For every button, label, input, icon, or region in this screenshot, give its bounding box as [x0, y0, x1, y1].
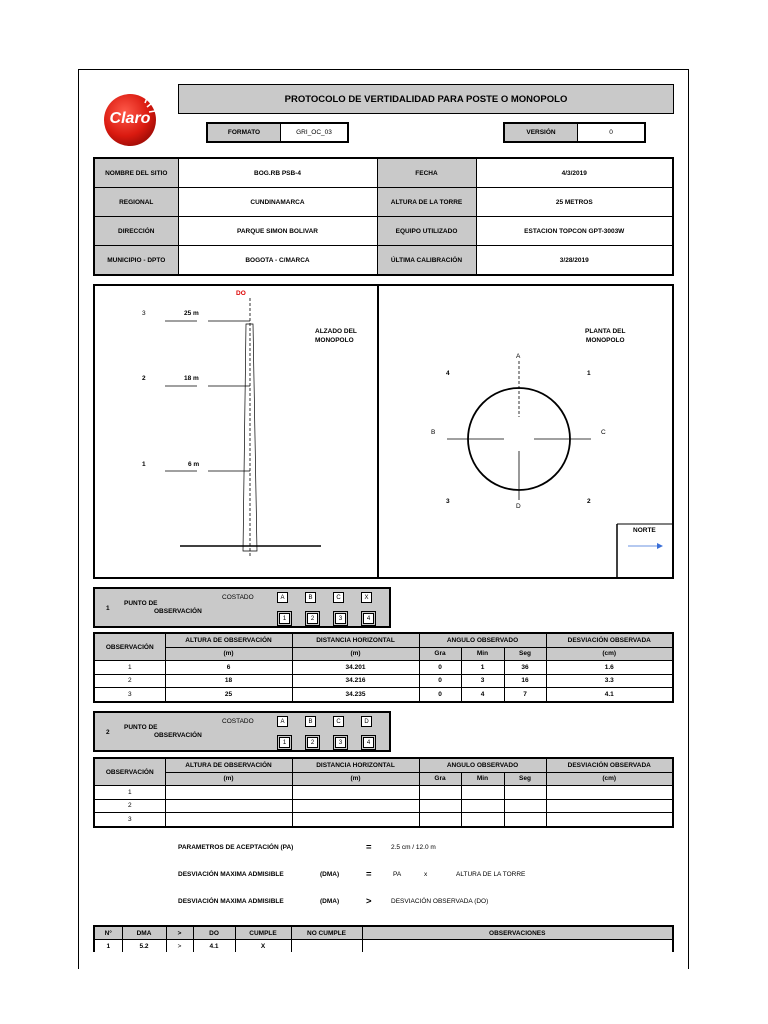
- cell: 34.201: [292, 661, 419, 675]
- face-checkboxes: [277, 716, 372, 727]
- do-label: DO: [236, 290, 246, 297]
- cell: 1: [94, 786, 165, 800]
- cell: 6: [165, 661, 292, 675]
- quadrant-label: 4: [446, 370, 450, 377]
- info-label: EQUIPO UTILIZADO: [377, 217, 476, 246]
- info-value: 4/3/2019: [476, 158, 673, 188]
- cell: [546, 813, 673, 827]
- face-checkbox[interactable]: X: [361, 592, 372, 603]
- cell: 0: [419, 688, 461, 702]
- level-height: 25 m: [184, 310, 199, 317]
- quadrant-checkbox[interactable]: 2: [307, 613, 318, 624]
- quadrant-checkbox-outer: [333, 611, 348, 626]
- cell: [461, 786, 504, 800]
- quadrant-checkbox-outer: [277, 611, 292, 626]
- obs-point-label: OBSERVACIÓN: [154, 608, 202, 615]
- cell: 1: [94, 661, 165, 675]
- info-label: DIRECCIÓN: [94, 217, 178, 246]
- col-seg: Seg: [504, 647, 546, 661]
- face-label-d: D: [516, 503, 521, 510]
- info-value: 3/28/2019: [476, 246, 673, 276]
- formato-label: FORMATO: [208, 124, 281, 141]
- dma-tower: ALTURA DE LA TORRE: [456, 871, 526, 878]
- dma2-abbr: (DMA): [320, 898, 340, 905]
- version-value: 0: [609, 129, 613, 136]
- col-unit: (m): [165, 772, 292, 786]
- info-row: [94, 217, 673, 246]
- version-label: VERSIÓN: [505, 124, 578, 141]
- pa-value: 2.5 cm / 12.0 m: [391, 844, 436, 851]
- obs-point-header: [93, 587, 391, 628]
- costado-label: COSTADO: [222, 718, 254, 725]
- col-angulo: ANGULO OBSERVADO: [419, 633, 546, 647]
- table-row: [94, 940, 673, 953]
- table-row: [94, 688, 673, 702]
- obs-point-number: 2: [106, 729, 110, 736]
- info-value: BOGOTA - C/MARCA: [178, 246, 377, 276]
- info-label: MUNICIPIO - DPTO: [94, 246, 178, 276]
- info-row: [94, 158, 673, 188]
- cell: [292, 799, 419, 813]
- obs-point-header: [93, 711, 391, 752]
- cell: [546, 799, 673, 813]
- observation-table: [93, 632, 674, 703]
- cell: [419, 786, 461, 800]
- col-observacion: OBSERVACIÓN: [94, 633, 165, 661]
- cell: 4.1: [193, 940, 235, 953]
- cell: [165, 813, 292, 827]
- dma2-gt: >: [366, 896, 372, 907]
- elevation-title-line: MONOPOLO: [315, 337, 354, 344]
- cell: [504, 813, 546, 827]
- info-value: BOG.RB PSB-4: [178, 158, 377, 188]
- dma-times: x: [424, 871, 428, 878]
- level-height: 6 m: [188, 461, 200, 468]
- cell: 36: [504, 661, 546, 675]
- costado-label: COSTADO: [222, 594, 254, 601]
- info-label: NOMBRE DEL SITIO: [94, 158, 178, 188]
- quadrant-label: 2: [587, 498, 591, 505]
- quadrant-checkbox-outer: [305, 735, 320, 750]
- col-distancia: DISTANCIA HORIZONTAL: [292, 758, 419, 772]
- quadrant-checkbox[interactable]: 1: [279, 737, 290, 748]
- col-do: DO: [193, 926, 235, 940]
- table-row: [94, 661, 673, 675]
- col-unit: (m): [292, 772, 419, 786]
- dma2-label: DESVIACIÓN MAXIMA ADMISIBLE: [178, 898, 284, 905]
- cell: 18: [165, 674, 292, 688]
- observation-table: [93, 757, 674, 828]
- table-row: [94, 786, 673, 800]
- level-number: 3: [142, 310, 146, 317]
- cell: 2: [94, 799, 165, 813]
- cell: 7: [504, 688, 546, 702]
- cell: [419, 799, 461, 813]
- col-unit: (cm): [546, 772, 673, 786]
- quadrant-label: 3: [446, 498, 450, 505]
- col-observacion: OBSERVACIÓN: [94, 758, 165, 786]
- diagram-area: [93, 284, 674, 579]
- face-checkbox[interactable]: A: [277, 716, 288, 727]
- col-min: Min: [461, 647, 504, 661]
- cell: [461, 799, 504, 813]
- quadrant-checkbox[interactable]: 3: [335, 613, 346, 624]
- info-label: FECHA: [377, 158, 476, 188]
- document-title: PROTOCOLO DE VERTIDALIDAD PARA POSTE O MONOPOLO: [178, 84, 674, 114]
- table-header-row: [94, 633, 673, 647]
- col-angulo: ANGULO OBSERVADO: [419, 758, 546, 772]
- face-checkbox[interactable]: C: [333, 716, 344, 727]
- cell: [292, 786, 419, 800]
- quadrant-checkbox-outer: [361, 735, 376, 750]
- formato-value: GRI_OC_03: [296, 129, 332, 136]
- cell: >: [166, 940, 193, 953]
- formato-box: [206, 122, 349, 143]
- cell: 3: [461, 674, 504, 688]
- quadrant-label: 1: [587, 370, 591, 377]
- face-checkbox[interactable]: A: [277, 592, 288, 603]
- table-row: [94, 813, 673, 827]
- level-number: 2: [142, 375, 146, 382]
- dma2-value: DESVIACIÓN OBSERVADA (DO): [391, 898, 489, 905]
- col-min: Min: [461, 772, 504, 786]
- plan-title-line: MONOPOLO: [585, 337, 625, 344]
- cell: 16: [504, 674, 546, 688]
- col-observaciones: OBSERVACIONES: [362, 926, 673, 940]
- cell: [419, 813, 461, 827]
- col-gra: Gra: [419, 772, 461, 786]
- col-unit: (m): [292, 647, 419, 661]
- col-seg: Seg: [504, 772, 546, 786]
- cell: 0: [419, 661, 461, 675]
- info-row: [94, 246, 673, 276]
- cell: [504, 799, 546, 813]
- site-info-table: [93, 157, 674, 276]
- cell: [291, 940, 362, 953]
- col-no-cumple: NO CUMPLE: [291, 926, 362, 940]
- table-header-row: [94, 772, 673, 786]
- cell: 4.1: [546, 688, 673, 702]
- obs-point-label: OBSERVACIÓN: [154, 732, 202, 739]
- table-header-row: [94, 647, 673, 661]
- cell: [546, 786, 673, 800]
- dma-pa: PA: [393, 871, 402, 878]
- quadrant-checkbox-outer: [305, 611, 320, 626]
- info-value: ESTACION TOPCON GPT-3003W: [476, 217, 673, 246]
- cell: 1: [94, 940, 122, 953]
- quadrant-checkboxes: [277, 611, 376, 626]
- info-label: REGIONAL: [94, 188, 178, 217]
- quadrant-checkbox[interactable]: 3: [335, 737, 346, 748]
- quadrant-checkbox[interactable]: 1: [279, 613, 290, 624]
- quadrant-checkbox-outer: [361, 611, 376, 626]
- face-checkbox[interactable]: B: [305, 592, 316, 603]
- level-height: 18 m: [184, 375, 199, 382]
- face-checkbox[interactable]: D: [361, 716, 372, 727]
- cell: 0: [419, 674, 461, 688]
- table-header-row: [94, 926, 673, 940]
- col-cumple: CUMPLE: [235, 926, 291, 940]
- pa-equals: =: [366, 842, 372, 853]
- claro-logo: [103, 93, 159, 147]
- quadrant-checkbox-outer: [333, 735, 348, 750]
- cell: 34.216: [292, 674, 419, 688]
- cell: [165, 786, 292, 800]
- face-checkbox[interactable]: B: [305, 716, 316, 727]
- info-value: CUNDINAMARCA: [178, 188, 377, 217]
- info-label: ÚLTIMA CALIBRACIÓN: [377, 246, 476, 276]
- cell: 1.6: [546, 661, 673, 675]
- obs-point-label: PUNTO DE: [124, 724, 158, 731]
- dma-equals: =: [366, 869, 372, 880]
- cell: X: [235, 940, 291, 953]
- face-checkbox[interactable]: C: [333, 592, 344, 603]
- level-number: 1: [142, 461, 146, 468]
- elevation-title-line: ALZADO DEL: [315, 328, 357, 335]
- north-label: NORTE: [633, 527, 656, 534]
- cell: 1: [461, 661, 504, 675]
- info-value: PARQUE SIMON BOLIVAR: [178, 217, 377, 246]
- cell: [362, 940, 673, 953]
- col-unit: (m): [165, 647, 292, 661]
- info-value: 25 METROS: [476, 188, 673, 217]
- col-gt: >: [166, 926, 193, 940]
- cell: 34.235: [292, 688, 419, 702]
- version-box: [503, 122, 646, 143]
- face-label-a: A: [516, 353, 521, 360]
- cell: [165, 799, 292, 813]
- dma-label: DESVIACIÓN MAXIMA ADMISIBLE: [178, 871, 284, 878]
- plan-title-line: PLANTA DEL: [585, 328, 626, 335]
- col-desviacion: DESVIACIÓN OBSERVADA: [546, 758, 673, 772]
- plan-drawing: [379, 286, 672, 577]
- col-unit: (cm): [546, 647, 673, 661]
- cell: [292, 813, 419, 827]
- table-row: [94, 799, 673, 813]
- face-label-b: B: [431, 429, 436, 436]
- face-checkboxes: [277, 592, 372, 603]
- quadrant-checkboxes: [277, 735, 376, 750]
- col-distancia: DISTANCIA HORIZONTAL: [292, 633, 419, 647]
- plan-title: [585, 327, 625, 345]
- col-n: N°: [94, 926, 122, 940]
- cell: [461, 813, 504, 827]
- info-label: ALTURA DE LA TORRE: [377, 188, 476, 217]
- elevation-title: [315, 327, 357, 345]
- pa-label: PARAMETROS DE ACEPTACIÓN (PA): [178, 844, 294, 851]
- cell: 25: [165, 688, 292, 702]
- obs-point-number: 1: [106, 605, 110, 612]
- info-row: [94, 188, 673, 217]
- cell: 3: [94, 688, 165, 702]
- table-row: [94, 674, 673, 688]
- table-header-row: [94, 758, 673, 772]
- quadrant-checkbox-outer: [277, 735, 292, 750]
- obs-point-label: PUNTO DE: [124, 600, 158, 607]
- results-table: [93, 925, 674, 952]
- col-altura: ALTURA DE OBSERVACIÓN: [165, 633, 292, 647]
- cell: [504, 786, 546, 800]
- col-altura: ALTURA DE OBSERVACIÓN: [165, 758, 292, 772]
- cell: 3: [94, 813, 165, 827]
- dma-abbr: (DMA): [320, 871, 340, 878]
- cell: 4: [461, 688, 504, 702]
- col-gra: Gra: [419, 647, 461, 661]
- face-label-c: C: [601, 429, 606, 436]
- col-desviacion: DESVIACIÓN OBSERVADA: [546, 633, 673, 647]
- quadrant-checkbox[interactable]: 2: [307, 737, 318, 748]
- logo-text: Claro: [109, 110, 151, 127]
- quadrant-checkbox[interactable]: 4: [363, 737, 374, 748]
- col-dma: DMA: [122, 926, 166, 940]
- cell: 5.2: [122, 940, 166, 953]
- cell: 3.3: [546, 674, 673, 688]
- quadrant-checkbox[interactable]: 4: [363, 613, 374, 624]
- cell: 2: [94, 674, 165, 688]
